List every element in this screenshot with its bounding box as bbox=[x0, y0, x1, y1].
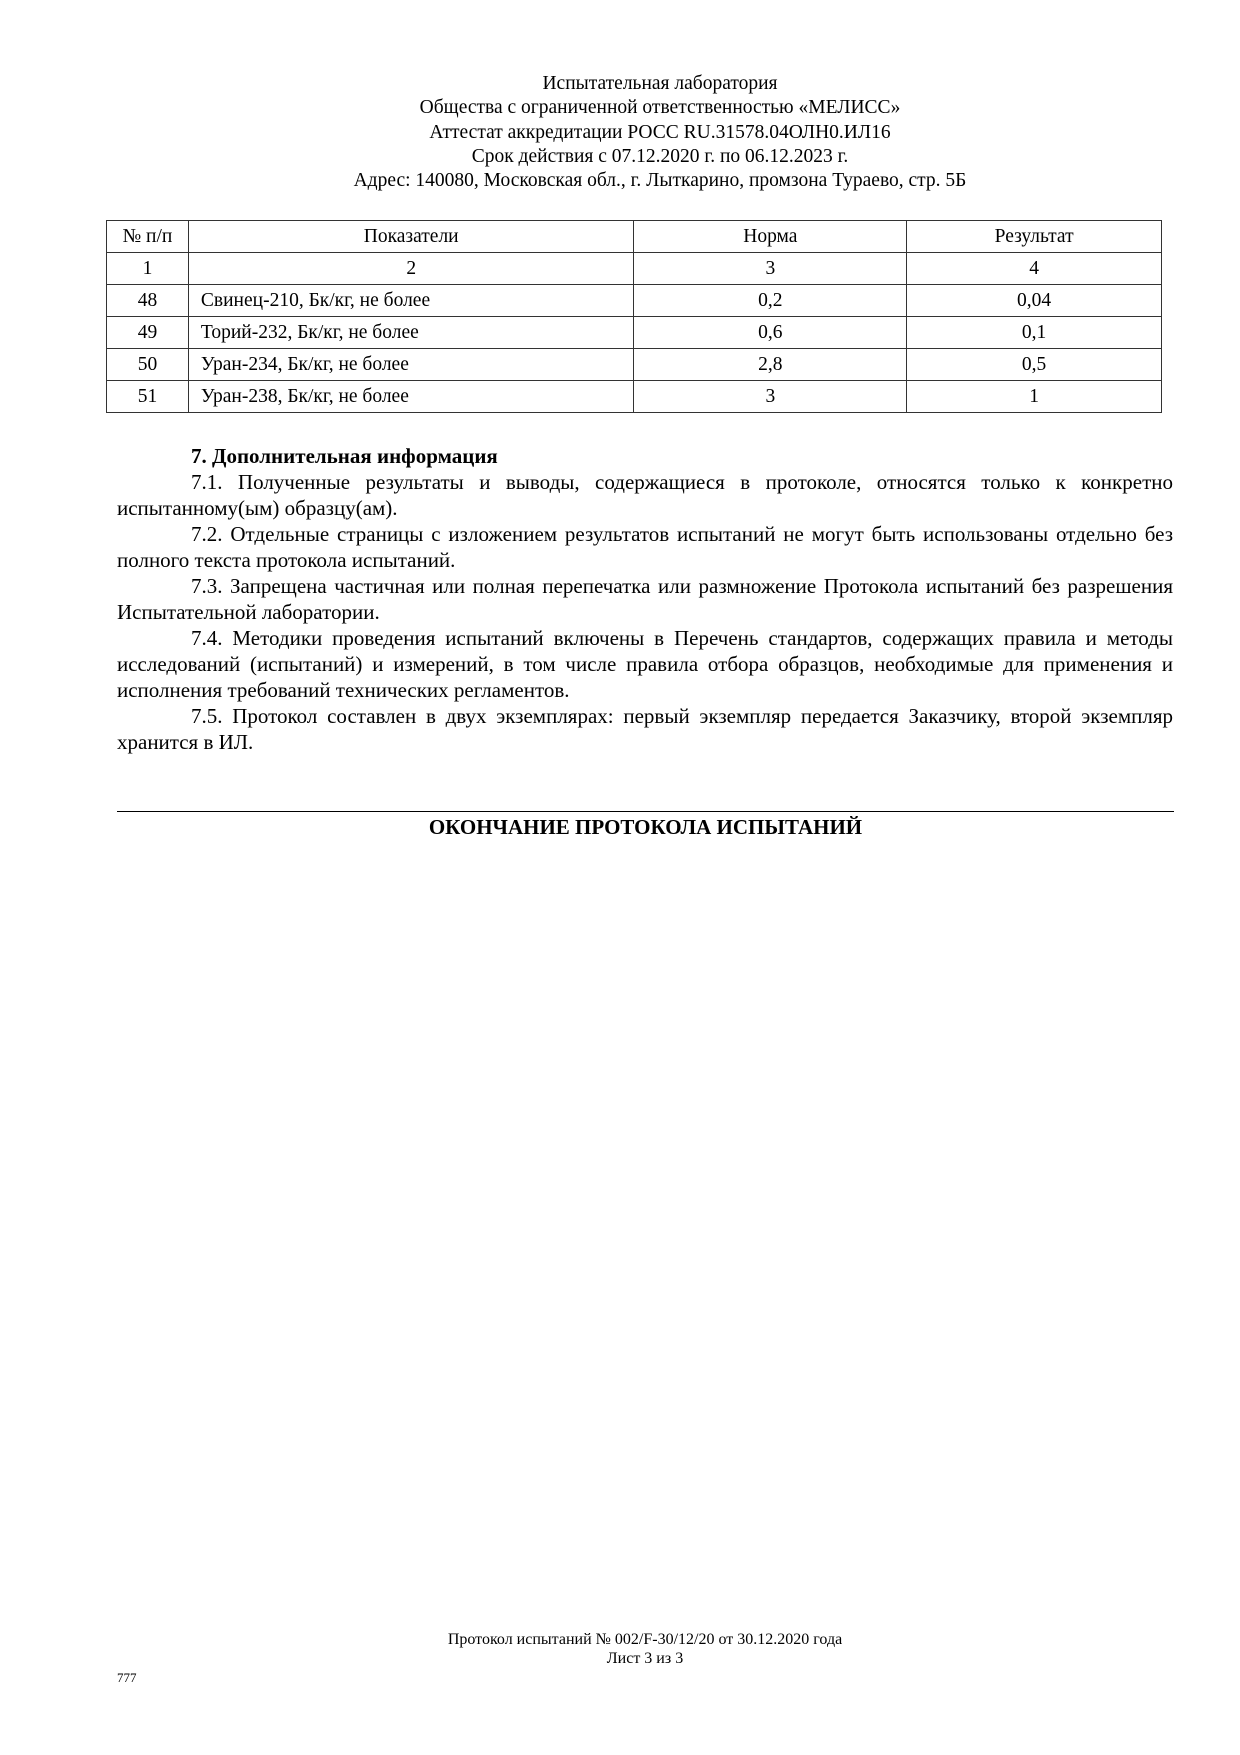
table-row bbox=[107, 349, 1162, 381]
table-row bbox=[107, 317, 1162, 349]
table-numbering-row bbox=[107, 253, 1162, 285]
results-table bbox=[106, 220, 1162, 413]
lab-name: Испытательная лаборатория bbox=[542, 73, 778, 94]
row-indicator: Свинец-210, Бк/кг, не более bbox=[188, 285, 634, 317]
lab-header bbox=[0, 72, 1240, 193]
table-row bbox=[107, 285, 1162, 317]
row-result: 0,04 bbox=[907, 285, 1162, 317]
row-norm: 2,8 bbox=[634, 349, 907, 381]
row-result: 0,1 bbox=[907, 317, 1162, 349]
page-code: 777 bbox=[117, 1670, 137, 1685]
paragraph-7-4: 7.4. Методики проведения испытаний включены в Перечень стандартов, содержащих правила и методы исследований (испытаний) и измерений, в том числе правила отбора образцов, необходимые для применения и исполнения требований технических регламентов. bbox=[117, 626, 1173, 702]
column-header-indicators: Показатели bbox=[188, 221, 634, 253]
validity-period: Срок действия с 07.12.2020 г. по 06.12.2023 г. bbox=[471, 145, 849, 167]
additional-information bbox=[117, 443, 1173, 755]
row-number: 48 bbox=[107, 285, 189, 317]
table-header-row bbox=[107, 221, 1162, 253]
column-number-3: 3 bbox=[634, 253, 907, 285]
row-indicator: Торий-232, Бк/кг, не более bbox=[188, 317, 634, 349]
footer-sheet: Лист 3 из 3 bbox=[606, 1650, 684, 1667]
column-header-norm: Норма bbox=[634, 221, 907, 253]
end-of-protocol-title: ОКОНЧАНИЕ ПРОТОКОЛА ИСПЫТАНИЙ bbox=[428, 815, 863, 839]
row-norm: 0,6 bbox=[634, 317, 907, 349]
column-header-number: № п/п bbox=[107, 221, 189, 253]
row-number: 49 bbox=[107, 317, 189, 349]
section-heading: 7. Дополнительная информация bbox=[191, 444, 498, 468]
paragraph-7-1: 7.1. Полученные результаты и выводы, содержащиеся в протоколе, относятся только к конкретно испытанному(ым) образцу(ам). bbox=[117, 470, 1173, 520]
organization-name: Общества с ограниченной ответственностью «МЕЛИСС» bbox=[419, 97, 901, 119]
row-result: 1 bbox=[907, 381, 1162, 413]
paragraph-7-2: 7.2. Отдельные страницы с изложением результатов испытаний не могут быть использованы отдельно без полного текста протокола испытаний. bbox=[117, 522, 1173, 572]
row-number: 50 bbox=[107, 349, 189, 381]
paragraph-7-5: 7.5. Протокол составлен в двух экземплярах: первый экземпляр передается Заказчику, второй экземпляр хранится в ИЛ. bbox=[117, 704, 1173, 754]
paragraph-7-3: 7.3. Запрещена частичная или полная перепечатка или размножение Протокола испытаний без разрешения Испытательной лаборатории. bbox=[117, 574, 1173, 624]
end-divider bbox=[117, 811, 1174, 812]
row-norm: 3 bbox=[634, 381, 907, 413]
table-row bbox=[107, 381, 1162, 413]
accreditation-certificate: Аттестат аккредитации РОСС RU.31578.04ОЛН0.ИЛ16 bbox=[429, 121, 891, 143]
lab-address: Адрес: 140080, Московская обл., г. Лыткарино, промзона Тураево, стр. 5Б bbox=[353, 170, 967, 192]
column-number-2: 2 bbox=[188, 253, 634, 285]
footer-protocol: Протокол испытаний № 002/F-30/12/20 от 30.12.2020 года bbox=[447, 1631, 843, 1648]
row-norm: 0,2 bbox=[634, 285, 907, 317]
column-header-result: Результат bbox=[907, 221, 1162, 253]
column-number-1: 1 bbox=[107, 253, 189, 285]
page-footer bbox=[0, 1630, 1240, 1668]
row-result: 0,5 bbox=[907, 349, 1162, 381]
row-indicator: Уран-234, Бк/кг, не более bbox=[188, 349, 634, 381]
row-indicator: Уран-238, Бк/кг, не более bbox=[188, 381, 634, 413]
column-number-4: 4 bbox=[907, 253, 1162, 285]
row-number: 51 bbox=[107, 381, 189, 413]
